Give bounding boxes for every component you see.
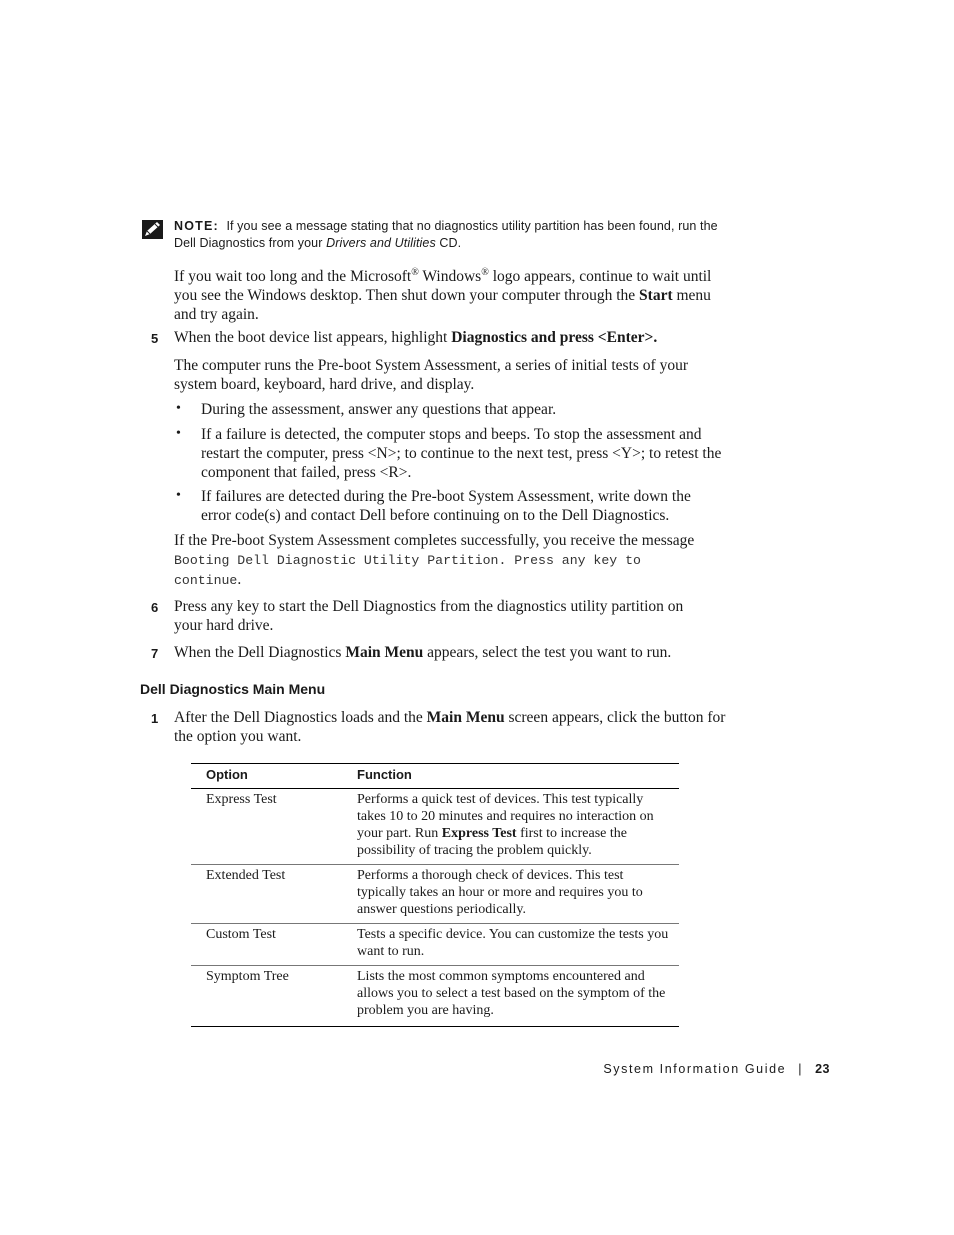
column-header-option: Option xyxy=(191,764,342,789)
table-header-row xyxy=(191,764,679,789)
option-cell: Express Test xyxy=(191,789,342,865)
function-cell xyxy=(342,789,679,865)
text-span: first to increase the possibility of tracing the problem quickly. xyxy=(357,826,627,858)
registered-mark: ® xyxy=(411,267,419,278)
note-text xyxy=(174,218,734,252)
step-number-5: 5 xyxy=(151,331,159,346)
paragraph-runs: The computer runs the Pre-boot System Assessment, a series of initial tests of your system board, keyboard, hard drive, and display. xyxy=(174,357,688,393)
start-menu-term: Start xyxy=(639,287,673,305)
option-cell: Extended Test xyxy=(191,865,342,924)
paragraph-success xyxy=(174,531,714,590)
text-span: menu and try again. xyxy=(174,287,711,324)
text-span: Windows xyxy=(418,268,482,286)
function-cell xyxy=(342,966,679,1027)
text-span: appears, select the test you want to run. xyxy=(423,644,672,661)
bullet-symbol: • xyxy=(176,401,181,416)
text-span: Tests a specific device. You can customize the tests you want to run. xyxy=(357,927,669,959)
bold-term: Express Test xyxy=(441,826,517,841)
footer-separator: | xyxy=(798,1062,804,1076)
bullet-symbol: • xyxy=(176,488,181,503)
text-span: . xyxy=(237,571,242,588)
options-table xyxy=(191,763,679,1027)
step-number-7: 7 xyxy=(151,646,159,661)
step-5-text xyxy=(174,328,734,347)
boot-message-code: Booting Dell Diagnostic Utility Partition. Press any key to continue xyxy=(174,553,641,588)
table-row xyxy=(191,966,679,1027)
text-span: logo appears, continue to wait until you see the Windows desktop. Then shut down your computer through the xyxy=(174,268,712,305)
step-number-6: 6 xyxy=(151,600,159,615)
note-pencil-icon xyxy=(142,220,163,239)
function-cell xyxy=(342,865,679,924)
registered-mark: ® xyxy=(481,267,489,278)
bullet-symbol: • xyxy=(176,426,181,441)
bold-term: Diagnostics and press <Enter>. xyxy=(451,329,658,346)
column-header-function: Function xyxy=(342,764,679,789)
bullet-item: During the assessment, answer any questions that appear. xyxy=(201,401,557,418)
note-italic-title: Drivers and Utilities xyxy=(326,236,436,250)
main-menu-term: Main Menu xyxy=(345,644,424,661)
note-text-part: If you see a message stating that no diagnostics utility partition has been found, run the Dell Diagnostics from your xyxy=(174,219,718,250)
table-row xyxy=(191,789,679,865)
section-title: Dell Diagnostics Main Menu xyxy=(140,681,326,697)
option-cell: Custom Test xyxy=(191,924,342,966)
note-text-end: CD. xyxy=(435,236,462,250)
text-span: When the boot device list appears, highlight xyxy=(174,329,452,346)
text-span: If the Pre-boot System Assessment completes successfully, you receive the message xyxy=(174,532,695,549)
text-span: When the Dell Diagnostics xyxy=(174,644,346,661)
step-7-text xyxy=(174,643,734,662)
page-footer xyxy=(560,1062,830,1076)
bullet-item: If failures are detected during the Pre-boot System Assessment, write down the error code(s) and contact Dell before continuing on to the Dell Diagnostics. xyxy=(201,488,691,524)
step-6-text: Press any key to start the Dell Diagnostics from the diagnostics utility partition on your hard drive. xyxy=(174,598,684,634)
text-span: Performs a thorough check of devices. This test typically takes an hour or more and requires you to answer questions periodically. xyxy=(357,868,643,917)
note-label: NOTE: xyxy=(174,219,219,233)
function-cell xyxy=(342,924,679,966)
text-span: screen appears, click the button for the option you want. xyxy=(174,709,726,745)
step-number-1: 1 xyxy=(151,711,159,726)
text-span: If you wait too long and the Microsoft xyxy=(174,268,412,286)
option-cell: Symptom Tree xyxy=(191,966,342,1027)
step-1-text xyxy=(174,708,734,746)
paragraph-wait xyxy=(174,263,734,324)
table-row xyxy=(191,865,679,924)
table-row xyxy=(191,924,679,966)
main-menu-term: Main Menu xyxy=(426,709,505,726)
page-number: 23 xyxy=(815,1062,830,1076)
text-span: After the Dell Diagnostics loads and the xyxy=(174,709,427,726)
text-span: Lists the most common symptoms encountered and allows you to select a test based on the symptom of the problem you are having. xyxy=(357,969,666,1018)
bullet-item: If a failure is detected, the computer stops and beeps. To stop the assessment and restart the computer, press <N>; to continue to the next test, press <Y>; to retest the component that failed, press <R>. xyxy=(201,426,722,481)
guide-title: System Information Guide xyxy=(603,1062,787,1076)
text-span: Performs a quick test of devices. This test typically takes 10 to 20 minutes and requires no interaction on your part. Run xyxy=(357,792,654,841)
